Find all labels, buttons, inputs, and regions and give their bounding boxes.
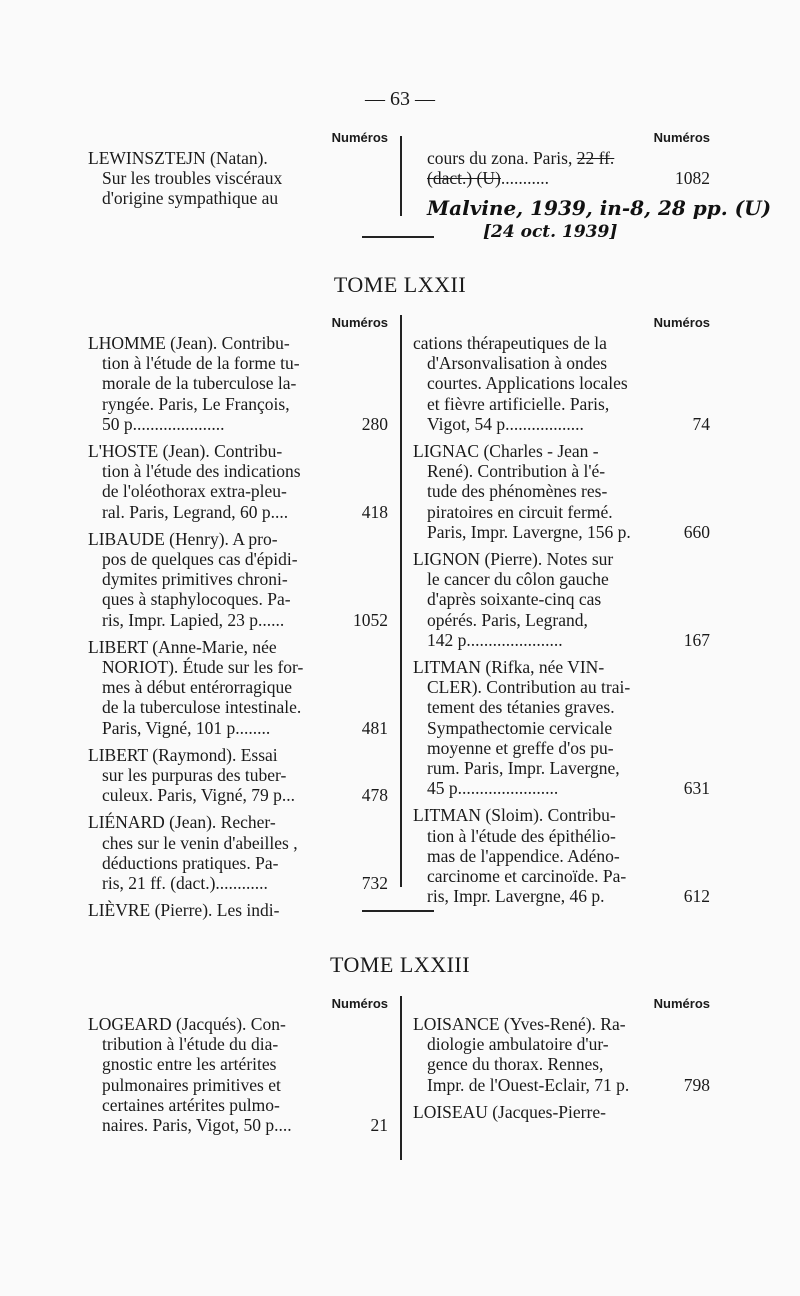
entry-number: 21 [370, 1115, 388, 1136]
bibliography-entry [88, 441, 388, 522]
tome73-block [0, 994, 800, 1164]
entry-line: LIGNAC (Charles - Jean - [413, 441, 599, 462]
entry-last-line [413, 522, 710, 542]
entry-lewinsztejn-cont [413, 148, 710, 188]
entry-text: ris, Impr. Lavergne, 46 p. [427, 886, 605, 907]
handwritten-annotation: Malvine, 1939, in-8, 28 pp. (U) [427, 196, 772, 220]
entry-number: 1082 [675, 168, 710, 189]
entry-line: gence du thorax. Rennes, [427, 1054, 604, 1075]
entry-line: CLER). Contribution au trai- [427, 677, 631, 698]
entry-number: 612 [683, 886, 710, 907]
entry-number: 418 [361, 501, 388, 522]
entry-line: gnostic entre les artérites [102, 1054, 277, 1075]
top-left-column [88, 128, 388, 216]
entry-line: cations thérapeutiques de la [413, 333, 607, 353]
entry-last-line [413, 886, 710, 906]
entry-line: LOISEAU (Jacques-Pierre- [413, 1101, 606, 1122]
entry-line: LIGNON (Pierre). Notes sur [413, 549, 614, 570]
entry-line: ques à staphylocoques. Pa- [102, 589, 291, 610]
numeros-header: Numéros [653, 130, 710, 145]
entry-last-line [88, 502, 388, 522]
column-divider [400, 315, 402, 887]
entry-line: LOGEARD (Jacqués). Con- [88, 1014, 286, 1034]
entry-line: ches sur le venin d'abeilles , [102, 832, 298, 853]
entry-text: Impr. de l'Ouest-Eclair, 71 p. [427, 1074, 630, 1095]
bibliography-entry [88, 812, 388, 893]
entry-number: 631 [683, 778, 710, 799]
entry-line: dymites primitives chroni- [102, 569, 288, 590]
entry-line: courtes. Applications locales [427, 373, 628, 394]
entry-text: Paris, Impr. Lavergne, 156 p. [427, 521, 631, 542]
entry-line: NORIOT). Étude sur les for- [102, 657, 304, 678]
entry-line: tion à l'étude des indications [102, 461, 301, 482]
entry-last-line [413, 1075, 710, 1095]
entry-line: diologie ambulatoire d'ur- [427, 1034, 609, 1055]
numeros-header: Numéros [331, 996, 388, 1011]
entry-line: LITMAN (Rifka, née VIN- [413, 657, 605, 678]
entry-line: carcinome et carcinoïde. Pa- [427, 866, 627, 887]
numeros-header: Numéros [331, 315, 388, 330]
leader-dots: ........... [500, 168, 549, 189]
bibliography-entry [413, 441, 710, 542]
entry-line: rum. Paris, Impr. Lavergne, [427, 758, 620, 779]
entry-last-line [413, 778, 710, 798]
entry-line: piratoires en circuit fermé. [427, 501, 613, 522]
entry-number: 167 [683, 629, 710, 650]
tome73-right-column [413, 994, 710, 1129]
entry-text: culeux. Paris, Vigné, 79 p... [102, 785, 296, 806]
tome72-right-column [413, 313, 710, 913]
entry-number: 798 [683, 1074, 710, 1095]
numeros-header: Numéros [331, 130, 388, 145]
entry-text: ral. Paris, Legrand, 60 p.... [102, 501, 289, 522]
bibliography-entry [413, 805, 710, 906]
page-number: — 63 — [365, 88, 435, 110]
entry-line: d'Arsonvalisation à ondes [427, 353, 608, 374]
entry-number: 478 [361, 785, 388, 806]
entry-line: LOISANCE (Yves-René). Ra- [413, 1014, 626, 1034]
entry-text: 142 p...................... [427, 629, 563, 650]
entry-last-line [88, 785, 388, 805]
bibliography-entry [88, 637, 388, 738]
entry-last-line [88, 718, 388, 738]
tome72-left-column [88, 313, 388, 927]
entry-line: LIÈVRE (Pierre). Les indi- [88, 900, 280, 921]
section-rule [362, 236, 434, 238]
entry-last-line [88, 414, 388, 434]
entry-text: ris, Impr. Lapied, 23 p...... [102, 609, 285, 630]
struck-text: 22 ff. [576, 148, 615, 168]
entry-text: naires. Paris, Vigot, 50 p.... [102, 1115, 292, 1136]
bibliography-entry [413, 1102, 710, 1122]
entry-text: ris, 21 ff. (dact.)............ [102, 873, 268, 894]
bibliography-entry [88, 900, 388, 920]
entry-number: 280 [361, 413, 388, 434]
entry-line: morale de la tuberculose la- [102, 373, 297, 394]
entry-line: le cancer du côlon gauche [427, 569, 609, 590]
tome72-block [0, 313, 800, 921]
entry-line: opérés. Paris, Legrand, [427, 609, 588, 630]
entry-text: 50 p..................... [102, 413, 225, 434]
entry-line: tement des tétanies graves. [427, 697, 615, 718]
entry-number: 660 [683, 521, 710, 542]
entry-text: Paris, Vigné, 101 p........ [102, 717, 271, 738]
entry-number: 481 [361, 717, 388, 738]
entry-line: L'HOSTE (Jean). Contribu- [88, 441, 283, 462]
entry-line: mas de l'appendice. Adéno- [427, 845, 620, 866]
handwritten-annotation: [24 oct. 1939] [483, 222, 618, 242]
entry-last-line [88, 873, 388, 893]
section-rule [362, 910, 434, 912]
entry-line: pos de quelques cas d'épidi- [102, 549, 298, 570]
column-divider [400, 996, 402, 1160]
entry-line: tion à l'étude des épithélio- [427, 825, 616, 846]
entry-last-line [413, 414, 710, 434]
entry-line: de l'oléothorax extra-pleu- [102, 481, 287, 502]
numeros-header: Numéros [653, 315, 710, 330]
entry-line: déductions pratiques. Pa- [102, 852, 279, 873]
bibliography-entry [413, 1014, 710, 1095]
entry-line: LIBERT (Anne-Marie, née [88, 636, 277, 657]
entry-last-line [88, 1115, 388, 1135]
entry-number: 74 [692, 413, 710, 434]
entry-line: et fièvre artificielle. Paris, [427, 393, 610, 414]
entry-line: certaines artérites pulmo- [102, 1094, 280, 1115]
entry-line: René). Contribution à l'é- [427, 461, 606, 482]
entry-line: moyenne et greffe d'os pu- [427, 737, 614, 758]
tome-heading: TOME LXXII [333, 272, 467, 297]
entry-lewinsztejn [88, 148, 388, 209]
entry-number: 732 [361, 873, 388, 894]
entry-line: tribution à l'étude du dia- [102, 1034, 279, 1055]
entry-line: LIÉNARD (Jean). Recher- [88, 812, 276, 833]
entry-line [413, 148, 710, 168]
entry-line: LIBERT (Raymond). Essai [88, 744, 278, 765]
entry-line: pulmonaires primitives et [102, 1074, 281, 1095]
tome73-left-column [88, 994, 388, 1142]
entry-last-line [413, 630, 710, 650]
bibliography-entry [88, 745, 388, 806]
entry-text: 45 p....................... [427, 778, 559, 799]
entry-text: cours du zona. Paris, [427, 148, 573, 168]
entry-line: d'origine sympathique au [102, 188, 279, 209]
entry-line: de la tuberculose intestinale. [102, 697, 302, 718]
entry-line: LEWINSZTEJN (Natan). [88, 148, 268, 168]
entry-text: Vigot, 54 p.................. [427, 413, 584, 434]
entry-number: 1052 [353, 609, 388, 630]
entry-line: d'après soixante-cinq cas [427, 589, 602, 610]
bibliography-entry [88, 1014, 388, 1135]
entry-line: LHOMME (Jean). Contribu- [88, 333, 290, 353]
bibliography-entry [413, 333, 710, 434]
entry-line [413, 168, 710, 188]
bibliography-entry [88, 529, 388, 630]
top-block [0, 128, 800, 248]
column-divider [400, 136, 402, 216]
entry-line: ryngée. Paris, Le François, [102, 393, 290, 414]
entry-line: LIBAUDE (Henry). A pro- [88, 528, 278, 549]
entry-line: mes à début entérorragique [102, 677, 292, 698]
numeros-header: Numéros [653, 996, 710, 1011]
entry-line: tude des phénomènes res- [427, 481, 608, 502]
bibliography-entry [413, 549, 710, 650]
entry-last-line [88, 610, 388, 630]
struck-text: (dact.) (U) [427, 168, 501, 189]
entry-line: Sur les troubles viscéraux [102, 168, 283, 189]
tome-heading: TOME LXXIII [329, 952, 471, 977]
top-right-column [413, 128, 772, 242]
entry-line: LITMAN (Sloim). Contribu- [413, 805, 616, 826]
bibliography-entry [88, 333, 388, 434]
entry-line: sur les purpuras des tuber- [102, 765, 287, 786]
entry-line: tion à l'étude de la forme tu- [102, 353, 300, 374]
entry-line: Sympathectomie cervicale [427, 717, 613, 738]
bibliography-entry [413, 657, 710, 798]
